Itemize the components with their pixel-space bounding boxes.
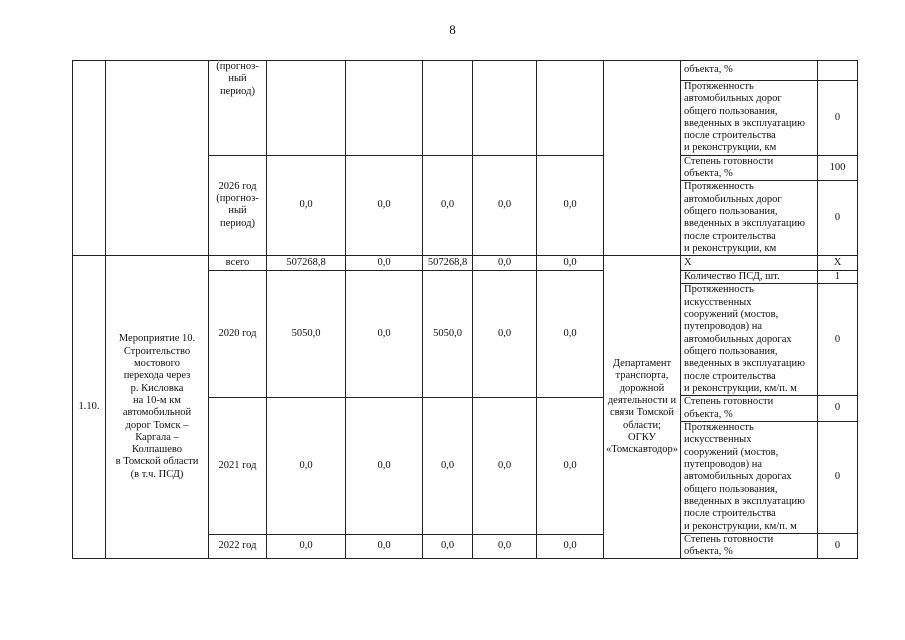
item-executor: Департамент транспорта, дорожной деятельности и связи Томской области; ОГКУ «Томскавтодор» — [604, 256, 681, 559]
cell-indicator: Количество ПСД, шт. — [681, 271, 818, 284]
cell-period: 2022 год — [209, 534, 267, 559]
cell-period: (прогноз- ный период) — [209, 61, 267, 156]
cell-indicator: Протяженность искусственных сооружений (мостов, путепроводов) на автомобильных дорогах общего пользования, введенных в эксплуатацию после строительства и реконструкции, км/п. м — [681, 422, 818, 534]
cell-v2: 0,0 — [423, 155, 473, 255]
cell-v3: 0,0 — [473, 256, 537, 271]
page-number: 8 — [449, 22, 456, 37]
item-name: Мероприятие 10. Строительство мостового перехода через р. Кисловка на 10-м км автомобильной дорог Томск – Каргала – Колпашево в Томской области (в т.ч. ПСД) — [106, 256, 209, 559]
cell-total — [267, 61, 346, 156]
cell-indicator-value: 0 — [818, 533, 858, 559]
cell-v1: 0,0 — [346, 534, 423, 559]
cell-v1: 0,0 — [346, 398, 423, 535]
cell-period: 2026 год (прогноз- ный период) — [209, 155, 267, 255]
cell-v2: 5050,0 — [423, 271, 473, 398]
cell-executor-empty — [604, 61, 681, 256]
cell-period: всего — [209, 256, 267, 271]
cell-v2: 0,0 — [423, 398, 473, 535]
cell-v4: 0,0 — [537, 256, 604, 271]
cell-v3: 0,0 — [473, 534, 537, 559]
cell-indicator: Степень готовности объекта, % — [681, 396, 818, 422]
cell-indicator: Степень готовности объекта, % — [681, 155, 818, 181]
cell-indicator: Протяженность искусственных сооружений (мостов, путепроводов) на автомобильных дорогах общего пользования, введенных в эксплуатацию после строительства и реконструкции, км/п. м — [681, 284, 818, 396]
cell-v4 — [537, 61, 604, 156]
cell-v1: 0,0 — [346, 256, 423, 271]
cell-indicator: Степень готовности объекта, % — [681, 533, 818, 559]
cell-v4: 0,0 — [537, 271, 604, 398]
cell-v4: 0,0 — [537, 534, 604, 559]
cell-indicator-value: 0 — [818, 181, 858, 256]
cell-v2: 507268,8 — [423, 256, 473, 271]
cell-v1: 0,0 — [346, 271, 423, 398]
cell-total: 0,0 — [267, 155, 346, 255]
cell-total: 5050,0 — [267, 271, 346, 398]
cell-indicator-value: 1 — [818, 271, 858, 284]
item-number: 1.10. — [73, 256, 106, 559]
table-row — [73, 256, 858, 271]
cell-total: 507268,8 — [267, 256, 346, 271]
cell-total: 0,0 — [267, 534, 346, 559]
cell-period: 2020 год — [209, 271, 267, 398]
cell-indicator-value: 0 — [818, 284, 858, 396]
cell-v3: 0,0 — [473, 155, 537, 255]
cell-indicator: Х — [681, 256, 818, 271]
cell-v1 — [346, 61, 423, 156]
cell-indicator-value — [818, 61, 858, 81]
cell-indicator-value: Х — [818, 256, 858, 271]
cell-v3: 0,0 — [473, 398, 537, 535]
cell-v4: 0,0 — [537, 398, 604, 535]
cell-indicator-value: 0 — [818, 396, 858, 422]
cell-v3: 0,0 — [473, 271, 537, 398]
cell-v2 — [423, 61, 473, 156]
cell-period: 2021 год — [209, 398, 267, 535]
cell-indicator: Протяженность автомобильных дорог общего пользования, введенных в эксплуатацию после строительства и реконструкции, км — [681, 181, 818, 256]
cell-indicator: Протяженность автомобильных дорог общего пользования, введенных в эксплуатацию после строительства и реконструкции, км — [681, 81, 818, 156]
cell-indicator-value: 0 — [818, 422, 858, 534]
cell-name-empty — [106, 61, 209, 256]
table-row — [73, 61, 858, 81]
cell-indicator-value: 0 — [818, 81, 858, 156]
program-table — [72, 60, 858, 559]
cell-indicator: объекта, % — [681, 61, 818, 81]
cell-v4: 0,0 — [537, 155, 604, 255]
cell-total: 0,0 — [267, 398, 346, 535]
cell-v2: 0,0 — [423, 534, 473, 559]
cell-v1: 0,0 — [346, 155, 423, 255]
cell-number-empty — [73, 61, 106, 256]
cell-indicator-value: 100 — [818, 155, 858, 181]
cell-v3 — [473, 61, 537, 156]
